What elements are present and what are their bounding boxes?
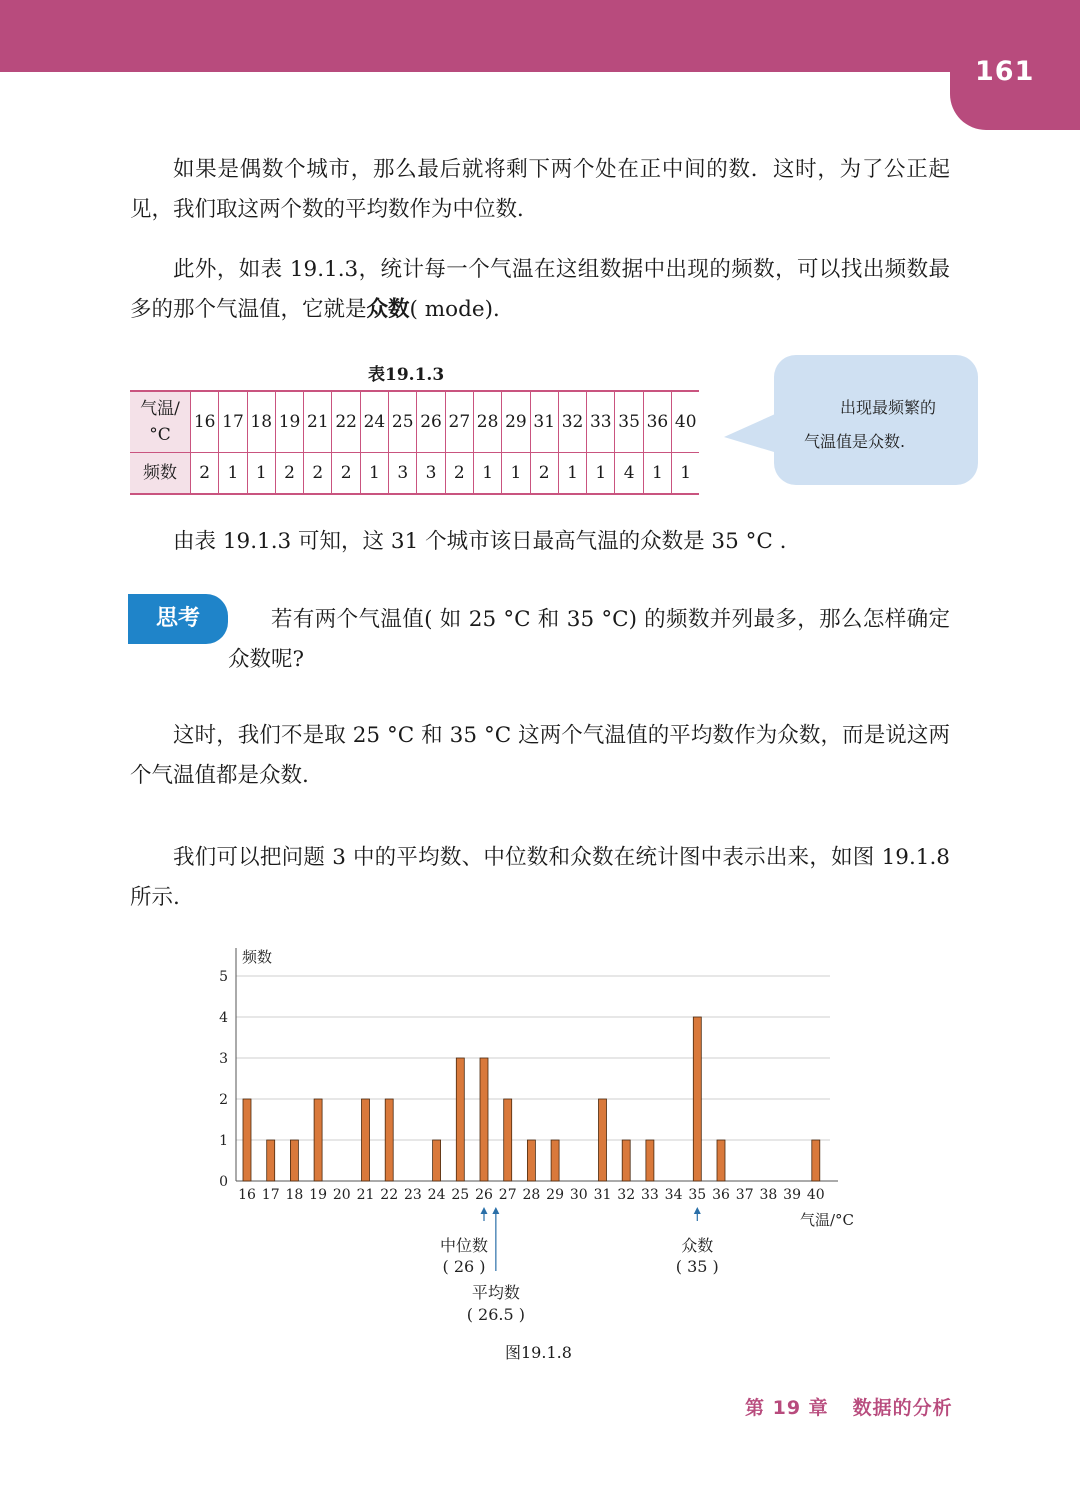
y-tick-label: 0 [219, 1174, 228, 1190]
x-tick-label: 37 [735, 1187, 754, 1203]
x-tick-label: 18 [285, 1187, 304, 1203]
x-tick-label: 38 [759, 1187, 778, 1203]
table-cell-count-36: 1 [643, 453, 671, 495]
x-tick-label: 24 [427, 1187, 446, 1203]
bar-16 [243, 1099, 251, 1181]
x-tick-label: 36 [712, 1187, 730, 1203]
table-cell-count-25: 3 [389, 453, 417, 495]
x-tick-label: 16 [238, 1187, 256, 1203]
paragraph-2-tail: ( mode)． [409, 297, 515, 322]
table-cell-count-21: 2 [304, 453, 332, 495]
table-cell-count-29: 1 [502, 453, 530, 495]
table-cell-count-40: 1 [672, 453, 700, 495]
y-tick-label: 4 [219, 1010, 228, 1026]
table-cell-temp-36: 36 [643, 391, 671, 453]
x-tick-label: 29 [546, 1187, 565, 1203]
y-tick-label: 1 [219, 1133, 228, 1149]
table-cell-temp-27: 27 [445, 391, 473, 453]
table-cell-count-32: 1 [558, 453, 586, 495]
table-cell-temp-21: 21 [304, 391, 332, 453]
table-cell-count-18: 1 [247, 453, 275, 495]
table-cell-count-19: 2 [275, 453, 303, 495]
frequency-table [130, 390, 699, 495]
bar-36 [717, 1140, 725, 1181]
table-cell-temp-25: 25 [389, 391, 417, 453]
table-cell-temp-31: 31 [530, 391, 558, 453]
table-cell-count-28: 1 [473, 453, 501, 495]
x-tick-label: 31 [593, 1187, 612, 1203]
bar-26 [480, 1058, 488, 1181]
header-bar [0, 0, 1080, 72]
table-cell-temp-35: 35 [615, 391, 643, 453]
y-tick-label: 2 [219, 1092, 228, 1108]
footer-chapter: 第 19 章 [745, 1397, 829, 1419]
table-cell-temp-28: 28 [473, 391, 501, 453]
table-cell-count-26: 3 [417, 453, 445, 495]
x-tick-label: 25 [451, 1187, 470, 1203]
table-cell-temp-40: 40 [672, 391, 700, 453]
bar-35 [693, 1017, 701, 1181]
annotation-arrowhead [694, 1207, 701, 1214]
bar-32 [622, 1140, 630, 1181]
annotation-label: 众数 [681, 1236, 714, 1255]
table-cell-count-17: 1 [219, 453, 247, 495]
bar-27 [504, 1099, 512, 1181]
speech-bubble [724, 355, 984, 487]
x-tick-label: 27 [498, 1187, 517, 1203]
table-cell-temp-17: 17 [219, 391, 247, 453]
paragraph-2 [130, 250, 950, 330]
table-cell-count-16: 2 [191, 453, 219, 495]
table-cell-count-24: 1 [360, 453, 388, 495]
think-question: 若有两个气温值( 如 25 °C 和 35 °C) 的频数并列最多，那么怎样确定众数呢? [228, 607, 950, 672]
x-tick-label: 35 [688, 1187, 707, 1203]
x-tick-label: 28 [522, 1187, 541, 1203]
x-tick-label: 39 [783, 1187, 802, 1203]
x-tick-label: 32 [617, 1187, 636, 1203]
bar-chart [200, 940, 880, 1330]
paragraph-4: 这时，我们不是取 25 °C 和 35 °C 这两个气温值的平均数作为众数，而是说这两个气温值都是众数. [130, 723, 950, 788]
table-header-frequency: 频数 [130, 453, 191, 495]
annotation-label: 中位数 [439, 1236, 489, 1255]
x-tick-label: 40 [806, 1187, 825, 1203]
bubble-line-2: 气温值是众数. [804, 432, 906, 451]
bar-18 [290, 1140, 298, 1181]
x-tick-label: 34 [664, 1187, 683, 1203]
think-tag: 思考 [128, 594, 228, 644]
paragraph-1: 如果是偶数个城市，那么最后就将剩下两个处在正中间的数．这时，为了公正起见，我们取这两个数的平均数作为中位数． [130, 157, 950, 222]
bar-33 [646, 1140, 654, 1181]
table-row-temperature [130, 391, 699, 453]
bar-22 [385, 1099, 393, 1181]
page-number: 161 [975, 56, 1035, 87]
annotation-value: ( 35 ) [675, 1257, 719, 1276]
x-tick-label: 30 [569, 1187, 588, 1203]
x-tick-label: 33 [640, 1187, 659, 1203]
annotation-label: 平均数 [471, 1283, 520, 1302]
figure-caption: 图19.1.8 [505, 1343, 572, 1362]
bar-29 [551, 1140, 559, 1181]
table-title: 表19.1.3 [368, 365, 445, 385]
x-tick-label: 20 [332, 1187, 351, 1203]
table-cell-count-35: 4 [615, 453, 643, 495]
table-cell-count-22: 2 [332, 453, 360, 495]
bar-25 [456, 1058, 464, 1181]
table-cell-count-33: 1 [587, 453, 615, 495]
table-row-frequency [130, 453, 699, 495]
annotation-arrowhead [481, 1207, 488, 1214]
bar-31 [599, 1099, 607, 1181]
speech-bubble-text [804, 391, 974, 459]
footer-title: 数据的分析 [852, 1397, 953, 1419]
bar-19 [314, 1099, 322, 1181]
x-tick-label: 26 [475, 1187, 493, 1203]
table-cell-temp-26: 26 [417, 391, 445, 453]
table-cell-temp-18: 18 [247, 391, 275, 453]
x-tick-label: 19 [309, 1187, 328, 1203]
paragraph-2-text: 此外，如表 19.1.3，统计每一个气温在这组数据中出现的频数，可以找出频数最多的那个气温值，它就是 [130, 257, 950, 322]
x-tick-label: 22 [380, 1187, 399, 1203]
x-axis-label: 气温/°C [800, 1211, 855, 1229]
y-tick-label: 3 [219, 1051, 228, 1067]
bubble-line-1: 出现最频繁的 [840, 398, 937, 417]
bar-21 [362, 1099, 370, 1181]
table-cell-count-31: 2 [530, 453, 558, 495]
page-footer [745, 1393, 977, 1420]
x-tick-label: 17 [261, 1187, 280, 1203]
table-cell-temp-16: 16 [191, 391, 219, 453]
bar-40 [812, 1140, 820, 1181]
bar-24 [433, 1140, 441, 1181]
table-cell-temp-24: 24 [360, 391, 388, 453]
x-tick-label: 21 [356, 1187, 375, 1203]
table-cell-temp-29: 29 [502, 391, 530, 453]
bar-28 [527, 1140, 535, 1181]
table-cell-temp-19: 19 [275, 391, 303, 453]
y-tick-label: 5 [219, 969, 228, 985]
paragraph-3: 由表 19.1.3 可知，这 31 个城市该日最高气温的众数是 35 °C . [173, 529, 787, 554]
term-mode: 众数 [366, 297, 410, 322]
annotation-value: ( 26.5 ) [466, 1305, 525, 1324]
annotation-arrowhead [492, 1207, 499, 1214]
annotation-value: ( 26 ) [442, 1257, 486, 1276]
table-cell-temp-22: 22 [332, 391, 360, 453]
table-cell-count-27: 2 [445, 453, 473, 495]
paragraph-5: 我们可以把问题 3 中的平均数、中位数和众数在统计图中表示出来，如图 19.1.8 所示. [130, 845, 950, 910]
table-cell-temp-32: 32 [558, 391, 586, 453]
table-cell-temp-33: 33 [587, 391, 615, 453]
y-axis-label: 频数 [242, 948, 273, 966]
bar-17 [267, 1140, 275, 1181]
table-header-temperature: 气温/ °C [130, 391, 191, 453]
x-tick-label: 23 [403, 1187, 422, 1203]
